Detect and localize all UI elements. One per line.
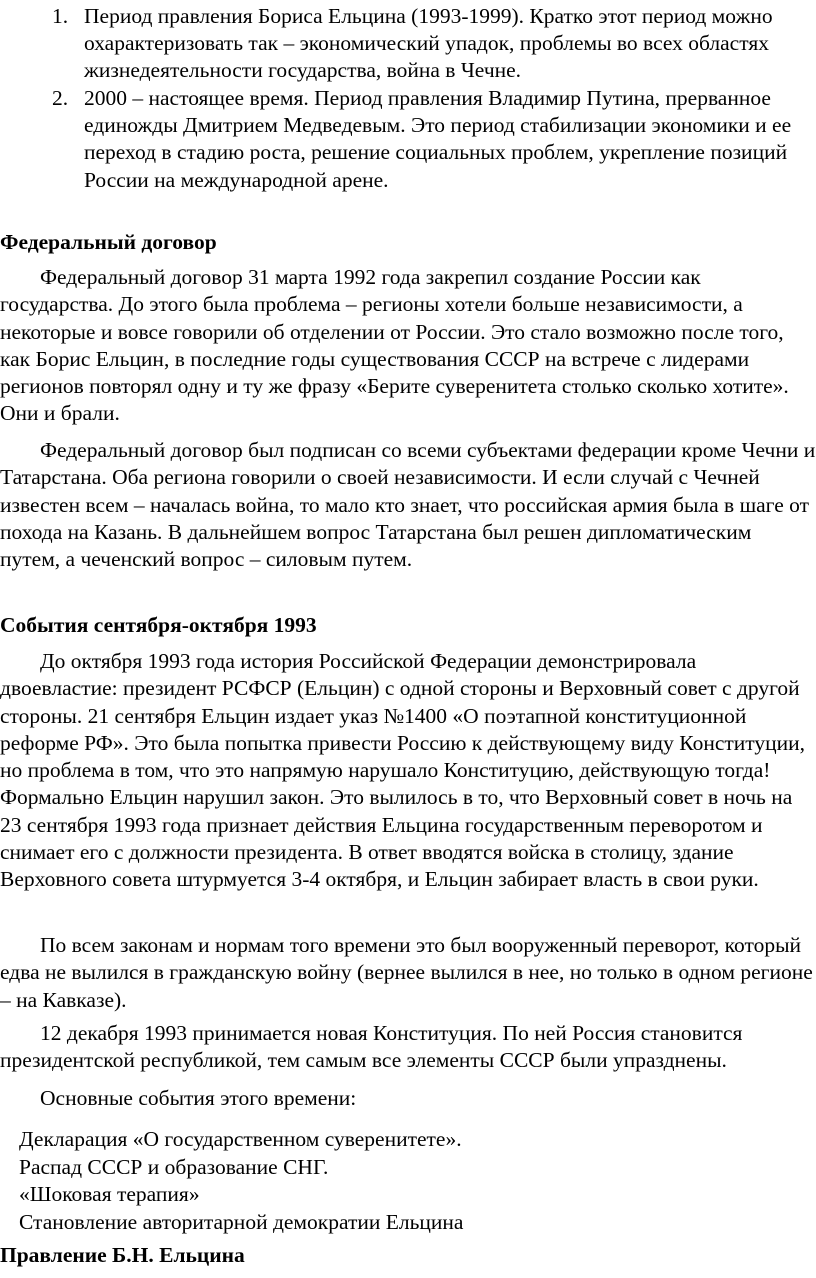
list-item (52, 85, 794, 194)
list-item-text: 2000 – настоящее время. Период правления Владимир Путина, прерванное единожды Дмитрием Медведевым. Это период стабилизации экономики и ее переход в стадию роста, решение социальных проблем, укрепление позиций России на международной арене. (84, 86, 792, 192)
paragraph: Федеральный договор был подписан со всеми субъектами федерации кроме Чечни и Татарстана. Оба региона говорили о своей независимости. И если случай с Чечней известен всем – началась война, то мало кто знает, что российская армия была в шаге от похода на Казань. В дальнейшем вопрос Татарстана был решен дипломатическим путем, а чеченский вопрос – силовым путем. (0, 438, 816, 572)
list-item-number: 1. (52, 4, 69, 28)
section-heading-yeltsin-rule: Правление Б.Н. Ельцина (0, 1243, 245, 1267)
section-heading-federal-treaty: Федеральный договор (0, 230, 217, 254)
paragraph: До октября 1993 года история Российской Федерации демонстрировала двоевластие: президент РСФСР (Ельцин) с одной стороны и Верховный совет с другой стороны. 21 сентября Ельцин издает указ №1400 «О поэтапной конституционной реформе РФ». Это была попытка привести Россию к действующему виду Конституции, но проблема в том, что это напрямую нарушало Конституцию, действующую тогда! Формально Ельцин нарушил закон. Это вылилось в то, что Верховный совет в ночь на 23 сентября 1993 года признает действия Ельцина государственным переворотом и снимает его с должности президента. В ответ вводятся войска в столицу, здание Верховного совета штурмуется 3-4 октября, и Ельцин забирает власть в свои руки. (0, 649, 806, 892)
list-item (52, 3, 794, 85)
paragraph: 12 декабря 1993 принимается новая Конституция. По ней Россия становится президентской республикой, тем самым все элементы СССР были упразднены. (0, 1021, 743, 1073)
list-item: Декларация «О государственном суверенитете». (19, 1127, 462, 1151)
section-heading-events-1993: События сентября-октября 1993 (0, 613, 317, 637)
paragraph: По всем законам и нормам того времени это был вооруженный переворот, который едва не вылился в гражданскую войну (вернее вылился в нее, но только в одном регионе – на Кавказе). (0, 933, 813, 1012)
events-list (19, 1126, 809, 1236)
events-intro: Основные события этого времени: (40, 1086, 357, 1110)
list-item: Распад СССР и образование СНГ. (19, 1154, 329, 1179)
list-item: «Шоковая терапия» (19, 1182, 200, 1206)
list-item-text: Период правления Бориса Ельцина (1993-1999). Кратко этот период можно охарактеризовать так – экономический упадок, проблемы во всех областях жизнедеятельности государства, война в Чечне. (84, 4, 773, 83)
list-item: Становление авторитарной демократии Ельцина (19, 1209, 464, 1234)
paragraph: Федеральный договор 31 марта 1992 года закрепил создание России как государства. До этого была проблема – регионы хотели больше независимости, а некоторые и вовсе говорили об отделении от России. Это стало возможно после того, как Борис Ельцин, в последние годы существования СССР на встрече с лидерами регионов повторял одну и ту же фразу «Берите суверенитета столько сколько хотите». Они и брали. (0, 265, 789, 426)
list-item-number: 2. (52, 86, 69, 110)
